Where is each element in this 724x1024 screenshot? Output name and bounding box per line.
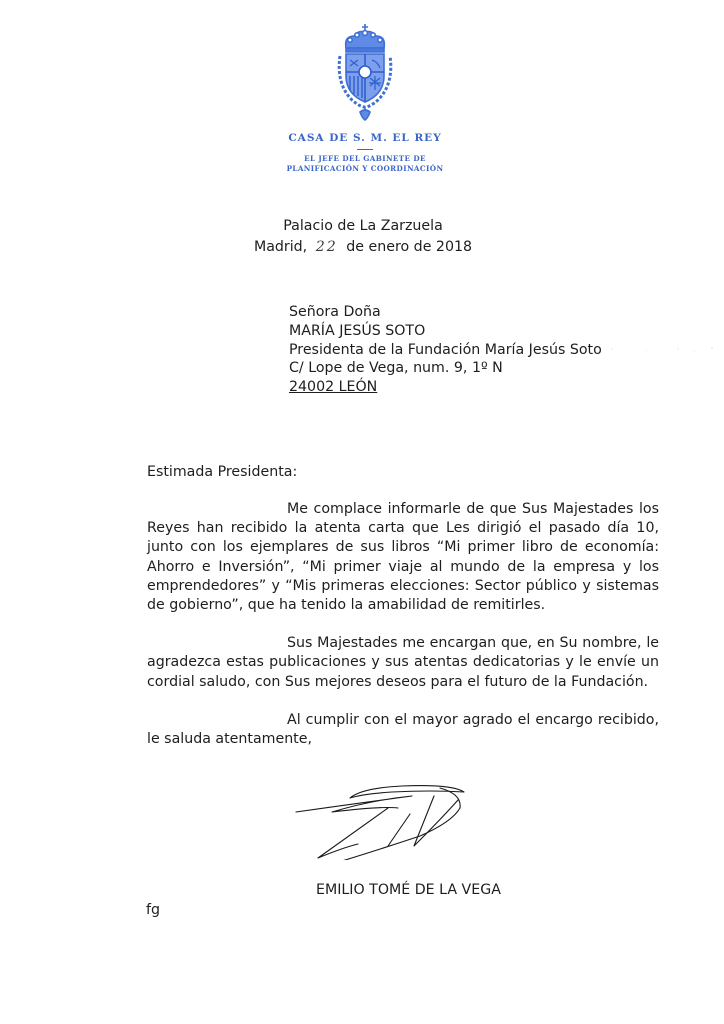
letterhead-divider bbox=[357, 149, 373, 150]
recipient-name: MARÍA JESÚS SOTO bbox=[289, 322, 426, 339]
letterhead-title: CASA DE S. M. EL REY bbox=[288, 132, 442, 144]
letterhead bbox=[240, 131, 490, 174]
recipient-position: Presidenta de la Fundación María Jesús Soto bbox=[289, 341, 602, 358]
date-rest: de enero de 2018 bbox=[346, 239, 473, 255]
royal-coat-of-arms-icon bbox=[330, 22, 400, 122]
reference-initials: fg bbox=[146, 902, 161, 918]
handwritten-signature-icon bbox=[292, 778, 474, 860]
letter-body bbox=[147, 500, 659, 768]
letterhead-subtitle-line-1: EL JEFE DEL GABINETE DE bbox=[304, 154, 426, 163]
place: Palacio de La Zarzuela bbox=[283, 218, 443, 234]
recipient-street: C/ Lope de Vega, num. 9, 1º N bbox=[289, 360, 503, 377]
body-paragraph: Sus Majestades me encargan que, en Su nombre, le agradezca estas publicaciones y sus atentas dedicatorias y le envíe un cordial saludo, con Sus mejores deseos para el futuro de la Fundación. bbox=[147, 635, 659, 690]
letterhead-subtitle-line-2: PLANIFICACIÓN Y COORDINACIÓN bbox=[286, 164, 444, 173]
salutation: Estimada Presidenta: bbox=[147, 464, 298, 480]
recipient-postal-city: 24002 LEÓN bbox=[289, 379, 378, 396]
recipient-honorific: Señora Doña bbox=[289, 304, 381, 320]
signer-name: EMILIO TOMÉ DE LA VEGA bbox=[316, 882, 501, 898]
handwritten-day: 22 bbox=[315, 239, 338, 255]
place-and-date bbox=[240, 216, 486, 258]
city: Madrid, bbox=[253, 239, 308, 255]
scan-noise bbox=[606, 345, 724, 355]
body-paragraph: Me complace informarle de que Sus Majestades los Reyes han recibido la atenta carta que Les dirigió el pasado día 10, junto con los ejemplares de sus libros “Mi primer libro de economía: Ahorro e Inversión”, “Mi primer viaje al mundo de la empresa y los emprendedores” y “Mis primeras elecciones: Sector público y sistemas de gobierno”, que ha tenido la amabilidad de remitirles. bbox=[147, 501, 659, 614]
recipient-address bbox=[289, 303, 602, 397]
body-paragraph: Al cumplir con el mayor agrado el encargo recibido, le saluda atentamente, bbox=[147, 711, 659, 748]
date-line bbox=[240, 237, 486, 258]
